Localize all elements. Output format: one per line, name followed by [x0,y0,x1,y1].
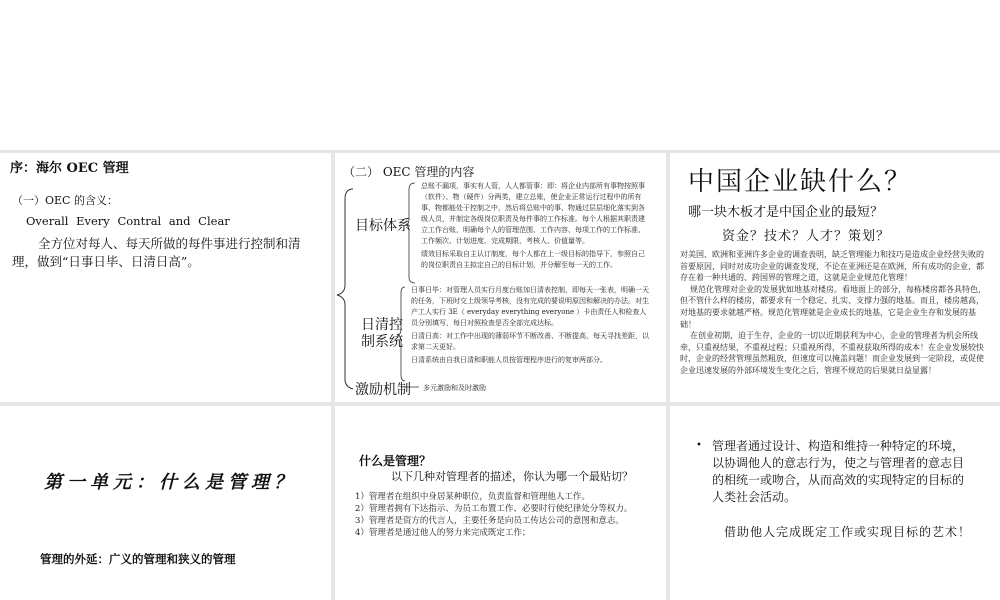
incentive-note: 多元激励和及时激励 [423,384,486,392]
body-text [680,249,986,377]
detail-line: 绩效目标采取自主认订制度，每个人都在上一级目标的指导下，参照自己的岗位职责自主拟定自己的目标计划，并分解至每一天的工作。 [421,250,645,269]
section-heading: （一）OEC 的含义： [12,194,118,207]
paragraph: 在创业初期，迫于生存，企业的一切以近期获利为中心，企业的管理者为机会所线牵，只重视结果，不重视过程；只重视所得，不重视获取所得的成本！在企业发展较快时，企业的经营管理虽然粗放，但速度可以掩盖问题！而企业发展到一定阶段，或促使企业迅速发展的外部环境发生变化之后，管理不规范的后果就日益显露！ [680,331,984,375]
slide-footer: 管理的外延：广义的管理和狭义的管理 [40,552,236,566]
label-target-system: 目标体系 [355,218,411,234]
paragraph: 规范化管理对企业的发展犹如地基对楼房。看地面上的部分，每栋楼房都各具特色，但不管什么样的楼房，都要求有一个稳定、扎实、支撑力强的地基。而且，楼房越高，对地基的要求就越严格。规范化管理就是企业成长的地基，它是企业生存和发展的基础！ [680,284,986,329]
slide-what-is-management[interactable] [335,406,666,600]
bullet-dot-icon: • [696,440,702,451]
main-bracket [337,189,353,389]
question-options: 资金？技术？人才？策划？ [722,229,891,244]
detail-line: 日事日毕：对管理人员实行月度台账加日清表控制，即每天一张表，明确一天的任务，下班时交上级领导考核，没有完成的要说明原因和解决的办法。对生产工人实行 3E（ everyday everything everyone ）卡由责任人和检查人员分别填写，每日对照检查是否全部完成达标。 [411,286,649,327]
label-daily-clear: 日清控制系统 [361,317,403,350]
slide-oec-intro[interactable] [0,153,331,402]
slide-footer: 借助他人完成既定工作或实现目标的艺术！ [724,525,972,539]
english-definition: Overall Every Contral and Clear [26,214,230,228]
definition-text: 全方位对每人、每天所做的每件事进行控制和清理，做到“日事日毕、日清日高”。 [12,236,301,269]
slide-management-definition[interactable] [670,406,1000,600]
detail-line: 日清系统由自我日清和职能人员按管理程序进行的复审两部分。 [411,356,607,364]
bullet-text: 管理者通过设计、构造和维持一种特定的环境，以协调他人的意志行为，使之与管理者的意志目的相统一或吻合，从而高效的实现特定的目标的人类社会活动。 [712,439,965,504]
list-item: 3）管理者是资方的代言人，主要任务是向员工传达公司的意图和意志。 [355,516,624,526]
options-list [355,491,655,539]
slide-title: （二） OEC 管理的内容 [343,165,475,179]
daily-clear-details [411,285,651,368]
slide-title: 第一单元：什么是管理？ [44,472,297,493]
slide-title: 中国企业缺什么？ [688,167,913,197]
list-item: 1）管理者在组织中身居某种职位，负责监督和管理他人工作。 [355,492,590,502]
slide-title: 什么是管理？ [359,454,432,468]
paragraph: 对美国、欧洲和亚洲许多企业的调查表明，缺乏管理能力和技巧是造成企业经营失败的首要原因，同时对成功企业的调查发现，不论在亚洲还是在欧洲，所有成功的企业，都存在着一种共通的、跨国界的管理之道，这就是企业规范化管理！ [680,250,984,283]
list-item: 2）管理者拥有下达指示、为员工布置工作、必要时行使纪律处分等权力。 [355,504,633,514]
detail-line: 总账不漏项，事实有人管，人人都管事：即：将企业内部所有事物按照事（软件）、物（硬件）分两类，建立总账，使企业正常运行过程中的所有事、物都能处于控制之中，然后将总账中的事、物通过层层细化落实到各级人员，并制定各级岗位职责及每件事的工作标准。每个人根据其职责建立工作台账，明确每个人的管理范围、工作内容、每项工作的工作标准、工作频次、计划进度、完成期限、考核人、价值量等。 [421,182,645,245]
slide-question: 以下几种对管理者的描述，你认为哪一个最贴切？ [391,470,633,483]
slide-what-chinese-firms-lack[interactable] [670,153,1000,402]
question-shortest-plank: 哪一块木板才是中国企业的最短？ [688,205,884,220]
target-system-details [421,181,651,273]
slide-unit-one[interactable] [0,406,331,600]
slide-title: 序：海尔 OEC 管理 [10,161,129,176]
list-item: 4）管理者是通过他人的努力来完成既定工作； [355,528,531,538]
detail-line: 日清日高：对工作中出现的薄弱环节不断改善、不断提高，每天寻找差距，以求第二天更好。 [411,332,649,351]
label-incentive: 激励机制 [355,382,411,398]
blank-top-area [0,0,1000,150]
slide-oec-content[interactable] [335,153,666,402]
